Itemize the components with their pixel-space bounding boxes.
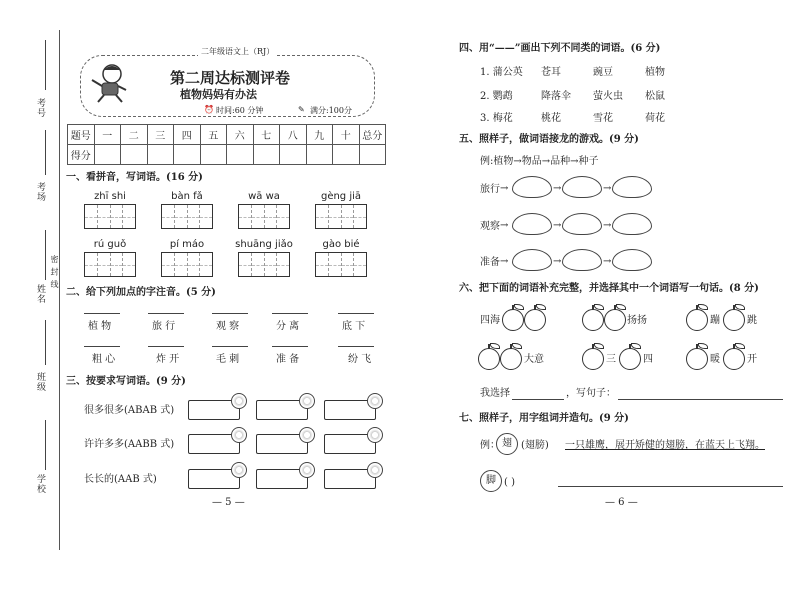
cloud-box[interactable] — [612, 213, 652, 235]
char-grid[interactable] — [84, 252, 136, 277]
arrow-icon: → — [500, 256, 509, 267]
word-item: 底 下 — [342, 321, 366, 332]
pinyin-label: wā wa — [248, 191, 280, 202]
sentence-blank[interactable] — [618, 399, 783, 400]
word-item: 分 离 — [276, 321, 300, 332]
mascot-icon — [88, 62, 128, 104]
seal-text: 密 封 线 — [50, 255, 59, 290]
section-2-title: 二、给下列加点的字注音。(5 分) — [66, 287, 216, 298]
flower-icon — [299, 393, 315, 409]
idiom-part: 四 — [643, 354, 653, 365]
example-label: 例： — [480, 440, 500, 451]
pinyin-label: rú guǒ — [93, 239, 127, 250]
example-sentence: 一只雄鹰，展开矫健的翅膀，在蓝天上飞翔。 — [565, 440, 765, 451]
char-grid[interactable] — [238, 204, 290, 229]
pinyin-label: gào bié — [322, 239, 360, 250]
idiom-part: 扬扬 — [627, 315, 647, 326]
score-table — [67, 124, 386, 165]
apple-blank[interactable] — [524, 309, 546, 331]
time-limit: 时间:60 分钟 — [216, 106, 264, 115]
word-item: 1. 蒲公英 — [480, 67, 523, 78]
word-item: 桃花 — [541, 113, 561, 124]
section-4-title: 四、用“——”画出下列不同类的词语。(6 分) — [459, 43, 661, 54]
binding-field-room[interactable] — [45, 130, 46, 175]
score-cell[interactable] — [94, 145, 121, 165]
pinyin-label: bàn fǎ — [171, 191, 203, 202]
binding-line — [59, 30, 60, 550]
binding-label-name: 姓名 — [35, 284, 45, 304]
score-header: 六 — [227, 125, 254, 145]
section-6-title: 六、把下面的词语补充完整，并选择其中一个词语写一句话。(8 分) — [459, 283, 759, 294]
page-title: 第二周达标测评卷 — [170, 69, 291, 87]
cloud-box[interactable] — [512, 249, 552, 271]
char-grid[interactable] — [161, 252, 213, 277]
word-item: 旅 行 — [152, 321, 176, 332]
apple-blank[interactable] — [686, 309, 708, 331]
flower-badge: 脚 — [480, 470, 502, 492]
score-cell[interactable] — [147, 145, 174, 165]
phonetic-blank[interactable] — [148, 313, 184, 314]
page-subtitle: 植物妈妈有办法 — [180, 88, 257, 101]
page-number-left: — 5 — — [212, 497, 245, 508]
binding-label-room: 考场 — [35, 182, 45, 202]
score-cell[interactable] — [253, 145, 280, 165]
flower-badge-example: 翅 — [496, 433, 518, 455]
score-header: 四 — [174, 125, 201, 145]
choose-label: 我选择 — [480, 388, 510, 399]
cloud-box[interactable] — [612, 176, 652, 198]
score-header: 总分 — [359, 125, 386, 145]
word-item: 降落伞 — [541, 91, 571, 102]
arrow-icon: → — [553, 220, 562, 231]
section-1-title: 一、看拼音，写词语。(16 分) — [66, 172, 203, 183]
char-grid[interactable] — [315, 252, 367, 277]
binding-label-school: 学校 — [35, 474, 45, 494]
score-cell[interactable] — [333, 145, 360, 165]
full-score: 满分:100分 — [310, 106, 352, 115]
section-5-title: 五、照样子，做词语接龙的游戏。(9 分) — [459, 134, 639, 145]
phonetic-blank[interactable] — [338, 313, 374, 314]
apple-blank[interactable] — [478, 348, 500, 370]
binding-field-exam-no[interactable] — [45, 40, 46, 90]
section-7-title: 七、照样子，用字组词并造句。(9 分) — [459, 413, 629, 424]
word-item: 3. 梅花 — [480, 113, 513, 124]
grade-label: 二年级语文上（RJ） — [198, 48, 277, 57]
apple-blank[interactable] — [500, 348, 522, 370]
arrow-icon: → — [553, 183, 562, 194]
write-label: ，写句子： — [566, 388, 616, 399]
arrow-icon: → — [500, 183, 509, 194]
pinyin-label: zhī shi — [94, 191, 126, 202]
chain-start: 准备 — [480, 257, 500, 268]
rule-label: 很多很多(ABAB 式) — [84, 405, 175, 416]
score-cell[interactable] — [200, 145, 227, 165]
binding-field-school[interactable] — [45, 420, 46, 470]
pinyin-label: shuāng jiǎo — [235, 239, 293, 250]
score-header: 三 — [147, 125, 174, 145]
idiom-part: 四海 — [480, 315, 500, 326]
binding-field-name[interactable] — [45, 230, 46, 280]
rule-label: 长长的(AAB 式) — [84, 474, 157, 485]
apple-blank[interactable] — [582, 309, 604, 331]
phonetic-blank[interactable] — [272, 346, 308, 347]
arrow-icon: → — [603, 183, 612, 194]
flower-icon — [231, 427, 247, 443]
binding-field-class[interactable] — [45, 320, 46, 365]
apple-blank[interactable] — [502, 309, 524, 331]
score-header: 一 — [94, 125, 121, 145]
score-cell[interactable] — [227, 145, 254, 165]
binding-label-class: 班级 — [35, 372, 45, 392]
word-item: 松鼠 — [645, 91, 665, 102]
rule-label: 许许多多(AABB 式) — [84, 439, 175, 450]
score-row-label: 得分 — [68, 145, 95, 165]
score-header: 十 — [333, 125, 360, 145]
section-3-title: 三、按要求写词语。(9 分) — [66, 376, 186, 387]
apple-blank[interactable] — [723, 348, 745, 370]
apple-blank[interactable] — [619, 348, 641, 370]
word-item: 雪花 — [593, 113, 613, 124]
word-item: 观 察 — [216, 321, 240, 332]
arrow-icon: → — [553, 256, 562, 267]
phonetic-blank[interactable] — [212, 313, 248, 314]
word-item: 植 物 — [88, 321, 112, 332]
example-chain: 例:植物→物品→品种→种子 — [480, 156, 599, 167]
pinyin-label: gèng jiā — [320, 191, 362, 202]
word-item: 毛 刺 — [216, 354, 240, 365]
word-paren[interactable]: ( ) — [504, 477, 515, 488]
page-number-right: — 6 — — [605, 497, 638, 508]
score-header: 八 — [280, 125, 307, 145]
char-grid[interactable] — [238, 252, 290, 277]
flower-icon — [299, 427, 315, 443]
char-grid[interactable] — [315, 204, 367, 229]
choose-blank[interactable] — [512, 399, 564, 400]
phonetic-blank[interactable] — [212, 346, 248, 347]
idiom-part: 开 — [747, 354, 757, 365]
score-header: 二 — [121, 125, 148, 145]
score-cell[interactable] — [280, 145, 307, 165]
score-header: 五 — [200, 125, 227, 145]
word-item: 粗 心 — [92, 354, 116, 365]
clock-icon: ⏰ — [204, 105, 214, 114]
word-item: 准 备 — [276, 354, 300, 365]
score-cell[interactable] — [359, 145, 386, 165]
flower-icon — [367, 462, 383, 478]
flower-icon — [367, 393, 383, 409]
flower-icon — [367, 427, 383, 443]
phonetic-blank[interactable] — [84, 346, 120, 347]
chain-start: 观察 — [480, 221, 500, 232]
chain-start: 旅行 — [480, 184, 500, 195]
word-item: 荷花 — [645, 113, 665, 124]
cloud-box[interactable] — [512, 213, 552, 235]
word-item: 萤火虫 — [593, 91, 623, 102]
score-cell[interactable] — [121, 145, 148, 165]
score-header: 题号 — [68, 125, 95, 145]
idiom-part: 跳 — [747, 315, 757, 326]
score-header: 九 — [306, 125, 333, 145]
phonetic-blank[interactable] — [338, 346, 374, 347]
score-cell[interactable] — [306, 145, 333, 165]
arrow-icon: → — [603, 220, 612, 231]
arrow-icon: → — [603, 256, 612, 267]
flower-icon — [231, 462, 247, 478]
phonetic-blank[interactable] — [148, 346, 184, 347]
flower-icon — [299, 462, 315, 478]
phonetic-blank[interactable] — [272, 313, 308, 314]
cloud-box[interactable] — [612, 249, 652, 271]
cloud-box[interactable] — [562, 249, 602, 271]
idiom-part: 暖 — [710, 354, 720, 365]
binding-label-exam-no: 考号 — [35, 98, 45, 118]
word-item: 植物 — [645, 67, 665, 78]
cloud-box[interactable] — [512, 176, 552, 198]
score-header: 七 — [253, 125, 280, 145]
word-item: 炸 开 — [156, 354, 180, 365]
score-cell[interactable] — [174, 145, 201, 165]
word-item: 2. 鹦鹉 — [480, 91, 513, 102]
pinyin-label: pí máo — [169, 239, 205, 250]
example-word: (翅膀) — [521, 440, 549, 451]
phonetic-blank[interactable] — [84, 313, 120, 314]
sentence-blank[interactable] — [558, 486, 783, 487]
flower-icon — [231, 393, 247, 409]
apple-blank[interactable] — [723, 309, 745, 331]
idiom-part: 三 — [606, 354, 616, 365]
apple-blank[interactable] — [686, 348, 708, 370]
cloud-box[interactable] — [562, 213, 602, 235]
arrow-icon: → — [500, 220, 509, 231]
apple-blank[interactable] — [582, 348, 604, 370]
idiom-part: 蹦 — [710, 315, 720, 326]
word-item: 苍耳 — [541, 67, 561, 78]
idiom-part: 大意 — [524, 354, 544, 365]
score-icon: ✎ — [298, 105, 305, 114]
char-grid[interactable] — [84, 204, 136, 229]
cloud-box[interactable] — [562, 176, 602, 198]
word-item: 豌豆 — [593, 67, 613, 78]
word-item: 纷 飞 — [348, 354, 372, 365]
apple-blank[interactable] — [604, 309, 626, 331]
char-grid[interactable] — [161, 204, 213, 229]
